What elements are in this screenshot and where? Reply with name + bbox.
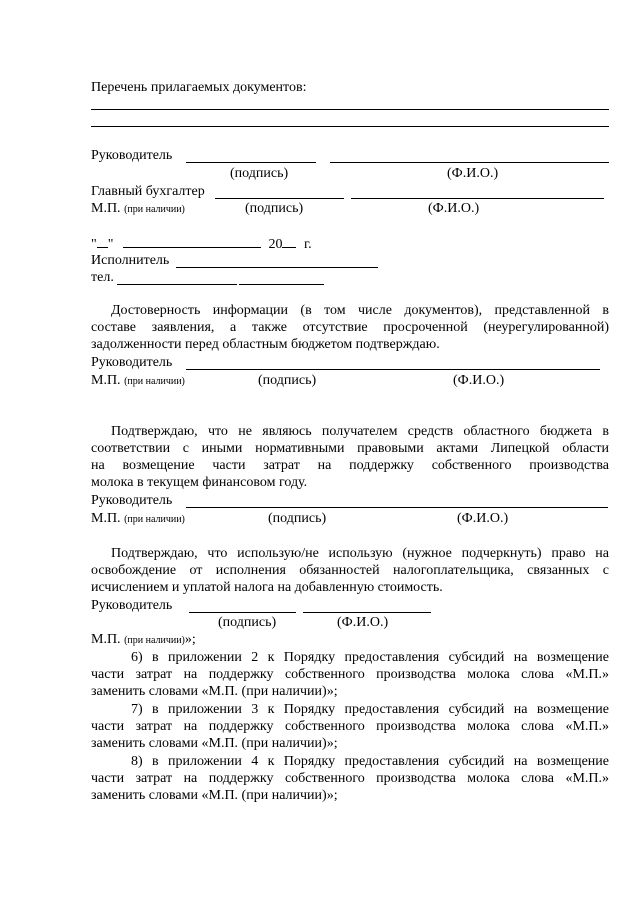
block2-line-2: соответствии с иными нормативными правовыми актами Липецкой области <box>91 441 609 456</box>
block1-mp-note: (при наличии) <box>124 376 185 387</box>
attachments-title: Перечень прилагаемых документов: <box>91 80 307 95</box>
block3-mp-tail: »; <box>184 632 196 647</box>
block3-mp-note: (при наличии) <box>124 635 185 646</box>
block1-signature-blank <box>186 369 600 370</box>
block3-sign-caption: (подпись) <box>218 615 277 630</box>
amendment-6-line-1: 6) в приложении 2 к Порядку предоставления субсидий на возмещение <box>131 650 609 665</box>
block3-mp: М.П. <box>91 632 121 647</box>
accountant-mp: М.П. <box>91 201 121 216</box>
block2-line-1: Подтверждаю, что не являюсь получателем средств областного бюджета в <box>111 424 609 439</box>
date-quote-open: " <box>91 237 97 252</box>
attachments-blank-line-1 <box>91 109 609 110</box>
amendment-8-line-1: 8) в приложении 4 к Порядку предоставления субсидий на возмещение <box>131 754 609 769</box>
amendment-7-line-1: 7) в приложении 3 к Порядку предоставления субсидий на возмещение <box>131 702 609 717</box>
amendment-7-line-3: заменить словами «М.П. (при наличии)»; <box>91 736 338 751</box>
block3-stamp-line <box>91 632 196 649</box>
block1-line-2: составе заявления, а также отсутствие просроченной (неурегулированной) <box>91 320 609 335</box>
block3-fio-blank <box>303 612 431 613</box>
block2-signature-blank <box>186 507 608 508</box>
accountant-sign-caption: (подпись) <box>245 201 304 216</box>
block1-fio-caption: (Ф.И.О.) <box>453 373 505 388</box>
block3-fio-caption: (Ф.И.О.) <box>337 615 389 630</box>
block3-line-3: исчислением и уплатой налога на добавленную стоимость. <box>91 580 443 595</box>
head-label: Руководитель <box>91 148 173 163</box>
block1-mp: М.П. <box>91 373 121 388</box>
amendment-8-line-3: заменить словами «М.П. (при наличии)»; <box>91 788 338 803</box>
amendment-8-line-2: части затрат на поддержку собственного производства молока слова «М.П.» <box>91 771 609 786</box>
block2-mp-note: (при наличии) <box>124 514 185 525</box>
head-fio-caption: (Ф.И.О.) <box>447 166 499 181</box>
block1-line-3: задолженности перед областным бюджетом подтверждаю. <box>91 337 440 352</box>
block1-sign-caption: (подпись) <box>258 373 317 388</box>
phone-blank-2 <box>239 284 324 285</box>
year-suffix: г. <box>303 237 312 252</box>
amendment-6-line-2: части затрат на поддержку собственного производства молока слова «М.П.» <box>91 667 609 682</box>
block2-sign-caption: (подпись) <box>268 511 327 526</box>
year-prefix: 20 <box>268 237 283 252</box>
block3-line-2: освобождение от исполнения обязанностей налогоплательщика, связанных с <box>91 563 609 578</box>
executor-label: Исполнитель <box>91 253 170 268</box>
accountant-mp-note: (при наличии) <box>124 204 185 215</box>
accountant-stamp-line <box>91 201 185 218</box>
attachments-blank-line-2 <box>91 126 609 127</box>
block3-head-label: Руководитель <box>91 598 173 613</box>
date-quote-close: " <box>107 237 114 252</box>
executor-blank <box>176 267 378 268</box>
executor-phone-label: тел. <box>91 270 114 285</box>
phone-blank-1 <box>117 284 237 285</box>
block3-signature-blank <box>189 612 296 613</box>
block2-line-4: молока в текущем финансовом году. <box>91 475 308 490</box>
head-fio-blank <box>330 162 609 163</box>
date-line <box>91 235 312 253</box>
head-signature-blank <box>186 162 316 163</box>
block2-stamp-line <box>91 511 185 528</box>
accountant-fio-caption: (Ф.И.О.) <box>428 201 480 216</box>
block2-head-label: Руководитель <box>91 493 173 508</box>
block1-line-1: Достоверность информации (в том числе документов), представленной в <box>111 303 609 318</box>
year-blank <box>282 235 296 248</box>
amendment-6-line-3: заменить словами «М.П. (при наличии)»; <box>91 684 338 699</box>
block2-line-3: на возмещение части затрат на поддержку собственного производства <box>91 458 609 473</box>
block1-stamp-line <box>91 373 185 390</box>
month-blank <box>123 235 261 248</box>
block2-fio-caption: (Ф.И.О.) <box>457 511 509 526</box>
amendment-7-line-2: части затрат на поддержку собственного производства молока слова «М.П.» <box>91 719 609 734</box>
accountant-fio-blank <box>351 198 604 199</box>
head-sign-caption: (подпись) <box>230 166 289 181</box>
accountant-label: Главный бухгалтер <box>91 184 205 199</box>
block2-mp: М.П. <box>91 511 121 526</box>
block3-line-1: Подтверждаю, что использую/не использую (нужное подчеркнуть) право на <box>111 546 609 561</box>
day-blank <box>97 235 108 248</box>
block1-head-label: Руководитель <box>91 355 173 370</box>
accountant-signature-blank <box>215 198 344 199</box>
